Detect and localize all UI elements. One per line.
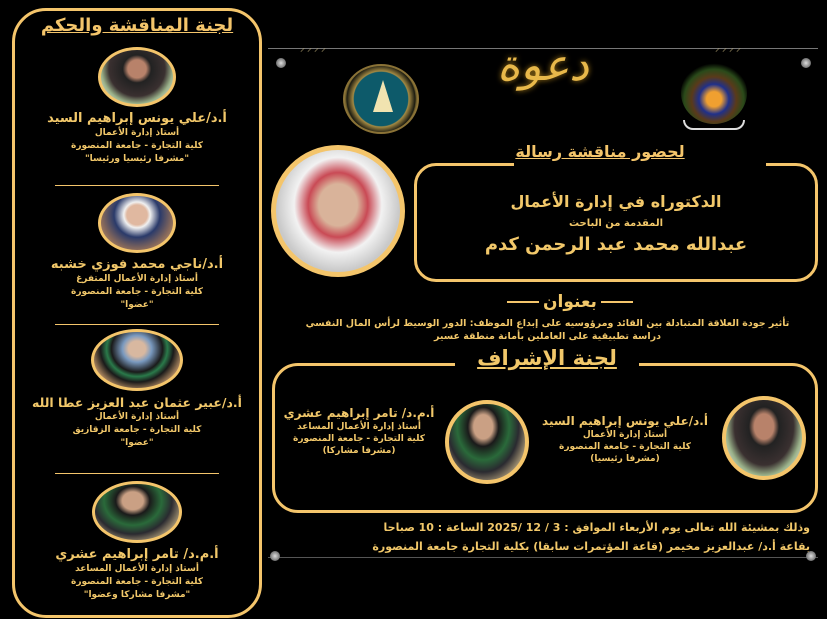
- member-role: "مشرفا مشاركا وعضوا": [83, 590, 191, 600]
- frame-corner-rivet-icon: [801, 58, 811, 68]
- member-role: "مشرفا رئيسيا ورئيسا": [84, 154, 190, 164]
- supervision-committee-title: لجنة الإشراف: [477, 346, 617, 370]
- event-datetime: وذلك بمشيئة الله تعالى يوم الأربعاء الموافق : 3 / 12 /2025 الساعة : 10 صباحا: [383, 521, 810, 534]
- member-position: أستاذ إدارة الأعمال: [94, 412, 180, 422]
- faculty-logo-icon: [343, 64, 419, 134]
- supervisor-name: أ.م.د/ تامر إبراهيم عشري: [283, 406, 435, 420]
- supervisor-2: [276, 405, 442, 457]
- member-affiliation: كلية التجارة - جامعة المنصورة: [71, 577, 203, 587]
- invitation-calligraphy-heading: دعوة: [497, 40, 589, 91]
- member-photo-avatar: [98, 47, 176, 107]
- member-divider: [55, 473, 219, 474]
- university-logo-icon: [681, 62, 747, 124]
- supervisor-position: أستاذ إدارة الأعمال: [582, 430, 668, 440]
- member-position: أستاذ إدارة الأعمال: [94, 128, 180, 138]
- supervisor-role: (مشرفا مشاركا): [322, 446, 396, 456]
- committee-member-1: [15, 47, 259, 166]
- supervisor-photo-avatar: [722, 396, 806, 480]
- committee-member-4: [15, 481, 259, 602]
- thesis-title-line-2: دراسة تطبيقية على العاملين بأمانة منطقة عسير: [434, 331, 661, 342]
- supervisor-name: أ.د/علي يونس إبراهيم السيد: [542, 414, 708, 428]
- member-position: أستاذ إدارة الأعمال المتفرغ: [76, 274, 198, 284]
- laurel-ornament-icon: ⸝⸝⸝⸝: [300, 43, 328, 54]
- member-divider: [55, 185, 219, 186]
- supervisor-role: (مشرفا رئيسيا): [590, 454, 660, 464]
- supervisor-position: أستاذ إدارة الأعمال المساعد: [297, 422, 421, 432]
- member-divider: [55, 324, 219, 325]
- member-affiliation: كلية التجارة - جامعة المنصورة: [71, 141, 203, 151]
- supervisor-affiliation: كلية التجارة - جامعة المنصورة: [293, 434, 425, 444]
- candidate-name: عبدالله محمد عبد الرحمن كدم: [484, 234, 748, 255]
- member-affiliation: كلية التجارة - جامعة الزقازيق: [72, 425, 202, 435]
- supervisor-affiliation: كلية التجارة - جامعة المنصورة: [559, 442, 691, 452]
- thesis-title-label-text: بعنوان: [543, 292, 597, 312]
- frame-corner-rivet-icon: [270, 551, 280, 561]
- committee-member-3: [15, 329, 259, 450]
- degree-title: الدكتوراه في إدارة الأعمال: [510, 192, 722, 211]
- degree-box: [414, 163, 818, 282]
- member-photo-avatar: [91, 329, 183, 391]
- member-photo-avatar: [92, 481, 182, 543]
- examination-committee-panel: [12, 8, 262, 618]
- member-name: أ.د/عبير عثمان عبد العزيز عطا الله: [32, 395, 242, 410]
- member-name: أ.م.د/ تامر إبراهيم عشري: [55, 547, 219, 562]
- member-name: أ.د/علي يونس إبراهيم السيد: [47, 111, 227, 126]
- committee-member-2: [15, 193, 259, 312]
- member-photo-avatar: [98, 193, 176, 253]
- invitation-subtitle: لحضور مناقشة رسالة: [515, 142, 685, 161]
- member-name: أ.د/ناجي محمد فوزي خشبه: [50, 257, 224, 272]
- supervisor-photo-avatar: [445, 400, 529, 484]
- member-role: "عضوا": [120, 438, 154, 448]
- examination-committee-title: لجنة المناقشة والحكم: [40, 15, 234, 36]
- thesis-title-label: [470, 292, 670, 312]
- presented-by-label: المقدمة من الباحث: [568, 218, 664, 229]
- supervisor-1: [530, 413, 720, 465]
- frame-corner-rivet-icon: [276, 58, 286, 68]
- member-role: "عضوا": [120, 300, 154, 310]
- candidate-photo-avatar: [271, 145, 405, 277]
- member-position: أستاذ إدارة الأعمال المساعد: [75, 564, 199, 574]
- thesis-title-line-1: تأثير جودة العلاقة المتبادلة بين القائد ومرؤوسيه على إبداع الموظف: الدور الوسيط لرأس المال النفسي: [305, 318, 790, 329]
- member-affiliation: كلية التجارة - جامعة المنصورة: [71, 287, 203, 297]
- laurel-ornament-icon: ⸝⸝⸝⸝: [715, 43, 743, 54]
- event-venue: بقاعة أ.د/ عبدالعزيز مخيمر (قاعة المؤتمرات سابقا) بكلية التجارة جامعة المنصورة: [372, 540, 810, 553]
